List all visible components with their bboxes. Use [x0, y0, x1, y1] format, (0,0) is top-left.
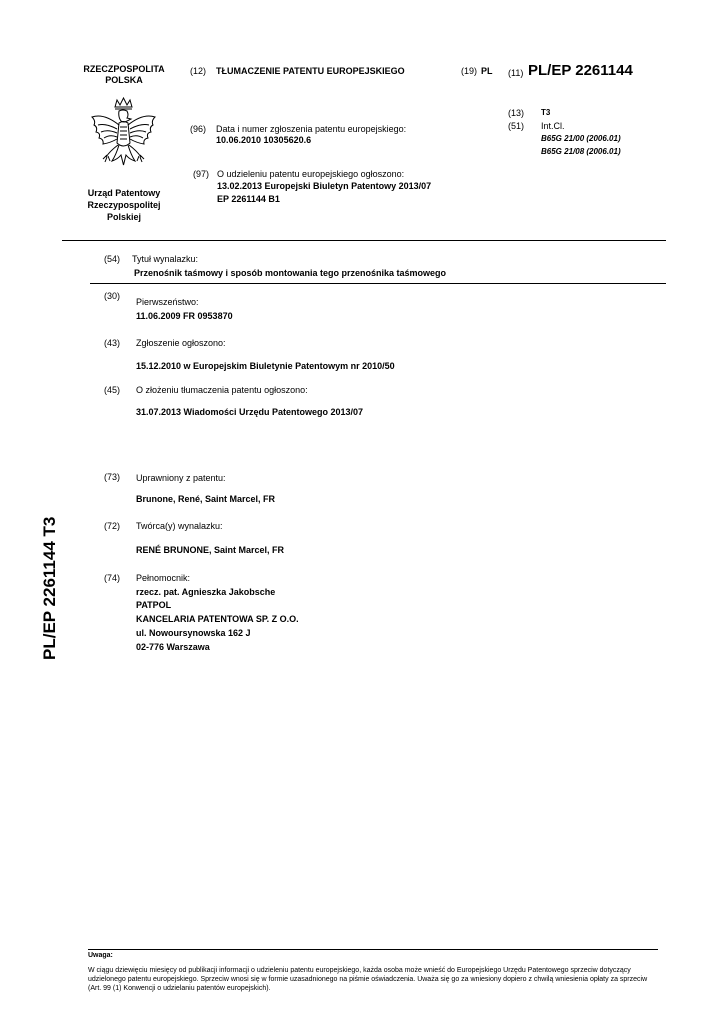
grant-value-1: 13.02.2013 Europejski Biuletyn Patentowy 2013/07: [217, 181, 432, 191]
proprietor-value: Brunone, René, Saint Marcel, FR: [136, 494, 276, 504]
office-name-line3: Polskiej: [106, 212, 142, 222]
grant-value-2: EP 2261144 B1: [217, 194, 280, 204]
code-54: (54): [104, 254, 121, 264]
title-label: Tytuł wynalazku:: [132, 254, 199, 264]
code-73: (73): [104, 472, 121, 482]
intcl-label: Int.Cl.: [541, 121, 565, 131]
code-51: (51): [508, 121, 525, 131]
attorney-line-4: ul. Nowoursynowska 162 J: [136, 628, 251, 638]
kind-code: T3: [541, 108, 551, 117]
code-74: (74): [104, 573, 121, 583]
code-12: (12): [190, 66, 207, 76]
title-divider: [90, 283, 666, 284]
inventor-value: RENÉ BRUNONE, Saint Marcel, FR: [136, 545, 285, 555]
publication-label: Zgłoszenie ogłoszono:: [136, 338, 226, 348]
intcl-class-1: B65G 21/00 (2006.01): [541, 134, 621, 143]
publication-value: 15.12.2010 w Europejskim Biuletynie Patentowym nr 2010/50: [136, 361, 395, 371]
attorney-label: Pełnomocnik:: [136, 573, 191, 583]
code-96: (96): [190, 124, 207, 134]
attorney-line-1: rzecz. pat. Agnieszka Jakobsche: [136, 587, 276, 597]
footer-notice: W ciągu dziewięciu miesięcy od publikacji informacji o udzieleniu patentu europejskiego, każda osoba może wnieść do Europejskiego Urzędu Patentowego sprzeciw dotyczący udzielonego patentu europejskiego. Sprzeciw wnosi się w formie uzasadnionego na piśmie oświadczenia. Uważa się go za wniesiony dopiero z chwilą wniesienia opłaty za sprzeciw (Art. 99 (1) Konwencji o udzielaniu patentów europejskich).: [88, 967, 648, 992]
proprietor-label: Uprawniony z patentu:: [136, 473, 226, 483]
code-43: (43): [104, 338, 121, 348]
intcl-class-2: B65G 21/08 (2006.01): [541, 147, 621, 156]
attorney-line-3: KANCELARIA PATENTOWA SP. Z O.O.: [136, 614, 299, 624]
office-name-line2: Rzeczypospolitej: [87, 200, 161, 210]
country-name-line2: POLSKA: [105, 75, 143, 85]
attorney-line-5: 02-776 Warszawa: [136, 642, 210, 652]
office-name-line1: Urząd Patentowy: [87, 188, 161, 198]
inventor-label: Twórca(y) wynalazku:: [136, 521, 223, 531]
priority-label: Pierwszeństwo:: [136, 297, 199, 307]
code-45: (45): [104, 385, 121, 395]
grant-label: O udzieleniu patentu europejskiego ogłoszono:: [217, 169, 405, 179]
code-97: (97): [193, 169, 210, 179]
country-name-line1: RZECZPOSPOLITA: [83, 64, 165, 74]
priority-value: 11.06.2009 FR 0953870: [136, 311, 233, 321]
polish-eagle-emblem-icon: [86, 95, 161, 183]
code-11: (11): [508, 68, 524, 78]
patent-number: PL/EP 2261144: [528, 62, 633, 79]
side-patent-number: PL/EP 2261144 T3: [40, 516, 59, 660]
application-value: 10.06.2010 10305620.6: [216, 135, 312, 145]
footer-divider: [88, 949, 658, 950]
code-13: (13): [508, 108, 525, 118]
code-19: (19): [461, 66, 478, 76]
country-code: PL: [481, 66, 493, 76]
code-72: (72): [104, 521, 121, 531]
translation-value: 31.07.2013 Wiadomości Urzędu Patentowego 2013/07: [136, 407, 364, 417]
document-type: TŁUMACZENIE PATENTU EUROPEJSKIEGO: [216, 66, 405, 76]
attorney-line-2: PATPOL: [136, 600, 172, 610]
application-label: Data i numer zgłoszenia patentu europejskiego:: [216, 124, 407, 134]
header-divider: [62, 240, 666, 241]
translation-label: O złożeniu tłumaczenia patentu ogłoszono:: [136, 385, 308, 395]
invention-title: Przenośnik taśmowy i sposób montowania tego przenośnika taśmowego: [134, 268, 447, 278]
code-30: (30): [104, 291, 121, 301]
footer-title: Uwaga:: [88, 952, 113, 959]
